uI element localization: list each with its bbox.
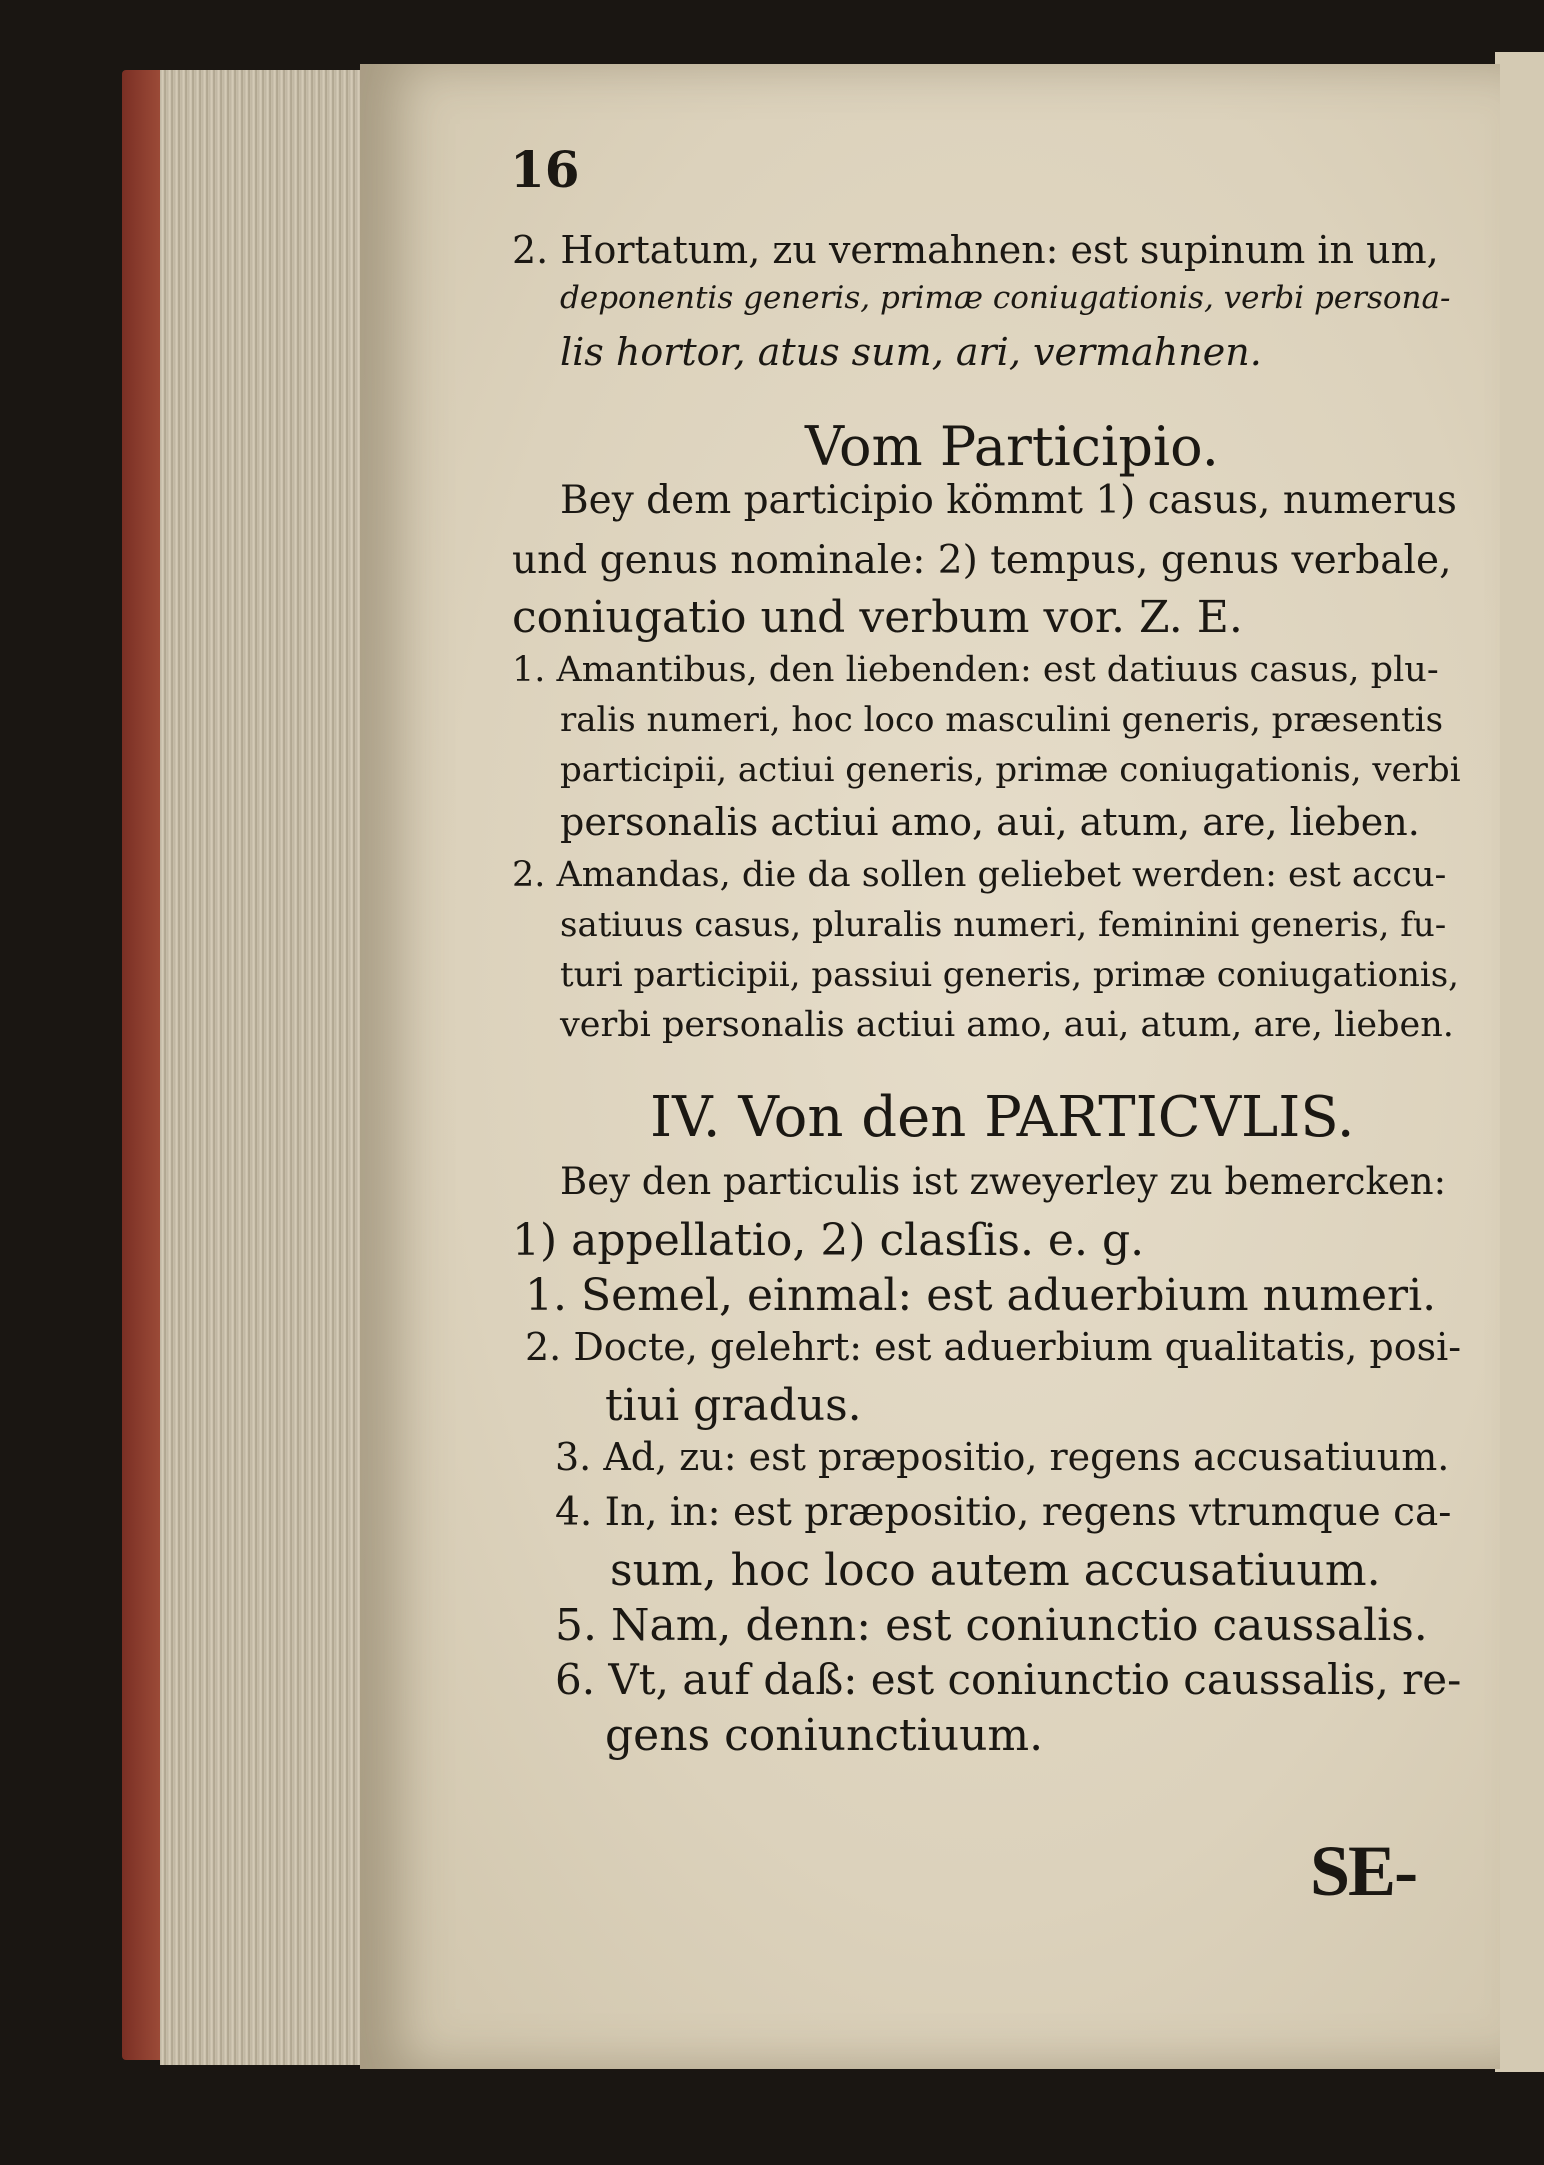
text-line: deponentis generis, primæ coniugationis, verbi persona- — [560, 280, 1451, 316]
catchword: SE- — [1310, 1831, 1417, 1911]
text-line: und genus nominale: 2) tempus, genus verbale, — [512, 538, 1452, 583]
text-line: ralis numeri, hoc loco masculini generis, præsentis — [560, 700, 1444, 740]
text-line: 2. Hortatum, zu vermahnen: est supinum in um, — [512, 228, 1439, 272]
text-line: tiui gradus. — [605, 1380, 862, 1431]
section-heading: IV. Von den PARTICVLIS. — [650, 1085, 1355, 1150]
text-line: participii, actiui generis, primæ coniugationis, verbi — [560, 750, 1461, 790]
text-line: 2. Docte, gelehrt: est aduerbium qualitatis, posi- — [525, 1325, 1462, 1369]
section-heading: Vom Participio. — [805, 415, 1219, 478]
text-line: sum, hoc loco autem accusatiuum. — [610, 1545, 1381, 1596]
text-line: 3. Ad, zu: est præpositio, regens accusatiuum. — [555, 1435, 1450, 1479]
text-line: 1. Amantibus, den liebenden: est datiuus casus, plu- — [512, 650, 1439, 690]
text-line: 4. In, in: est præpositio, regens vtrumque ca- — [555, 1490, 1452, 1535]
text-line: Bey dem participio kömmt 1) casus, numerus — [560, 478, 1457, 523]
text-line: 1) appellatio, 2) clasſis. e. g. — [512, 1215, 1145, 1266]
text-line: turi participii, passiui generis, primæ coniugationis, — [560, 955, 1459, 995]
text-line: 5. Nam, denn: est coniunctio caussalis. — [555, 1600, 1428, 1651]
text-line: 6. Vt, auf daß: est coniunctio caussalis, re- — [555, 1655, 1462, 1704]
page-number: 16 — [510, 140, 580, 199]
text-line: coniugatio und verbum vor. Z. E. — [512, 592, 1243, 643]
text-line: Bey den particulis ist zweyerley zu bemercken: — [560, 1160, 1447, 1203]
text-line: gens coniunctiuum. — [605, 1710, 1044, 1761]
text-line: satiuus casus, pluralis numeri, feminini generis, fu- — [560, 905, 1447, 945]
text-line: verbi personalis actiui amo, aui, atum, are, lieben. — [560, 1005, 1454, 1045]
text-line: lis hortor, atus sum, ari, vermahnen. — [560, 330, 1262, 374]
text-line: 2. Amandas, die da sollen geliebet werden: est accu- — [512, 855, 1447, 895]
text-line: 1. Semel, einmal: est aduerbium numeri. — [525, 1270, 1437, 1321]
text-line: personalis actiui amo, aui, atum, are, lieben. — [560, 800, 1420, 844]
facing-page-edge — [1495, 52, 1544, 2072]
